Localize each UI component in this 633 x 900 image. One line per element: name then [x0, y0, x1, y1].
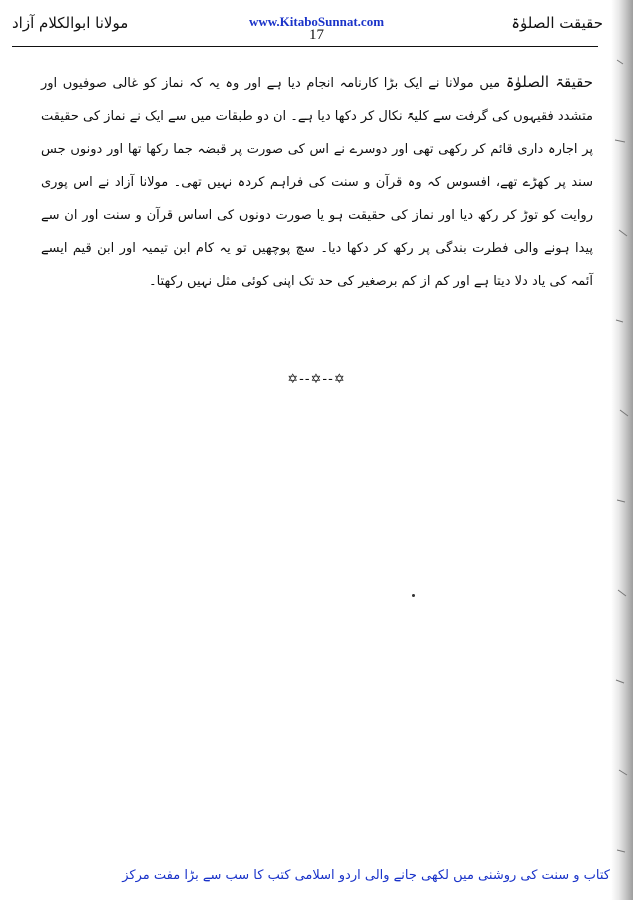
footer-banner: کتاب و سنت کی روشنی میں لکھی جانے والی اردو اسلامی کتب کا سب سے بڑا مفت مرکز — [122, 868, 610, 883]
header-author: مولانا ابوالکلام آزاد — [12, 14, 129, 32]
site-url-link[interactable]: www.KitaboSunnat.com — [248, 14, 385, 29]
page-number: 17 — [309, 27, 324, 43]
paragraph-text: میں مولانا نے ایک بڑا کارنامہ انجام دیا ہے اور وہ یہ کہ نماز کو غالی صوفیوں اور متشدد فقیہوں کی گرفت سے کلیۃً نکال کر دکھا دیا ہے۔ ان دو طبقات میں سے ایک نے نماز کی حقیقت پر اجارہ داری قائم کر رکھی تھی اور دوسرے نے اس کی صورت پر قبضہ جما رکھا تھا اور دونوں جس سند پر کھڑے تھے، افسوس کہ وہ قرآن و سنت کی فراہم کردہ نہیں تھی۔ مولانا آزاد نے اس پوری روایت کو توڑ کر رکھ دیا اور نماز کی حقیقت ہو یا صورت دونوں کی اساس قرآن و سنت اور ان سے پیدا ہونے والی فطرت بندگی پر رکھ کر دکھا دیا۔ سچ پوچھیں تو یہ کام ابن تیمیہ اور ابن قیم ایسے آئمہ کی یاد دلا دیتا ہے اور کم از کم برصغیر کی حد تک اپنی کوئی مثل نہیں رکھتا۔ — [41, 76, 593, 289]
header-divider — [12, 46, 598, 47]
header-book-title: حقیقت الصلوٰۃ — [511, 14, 603, 32]
section-end-ornament: ✡--✡--✡ — [287, 372, 346, 387]
paragraph-lead-term: حقیقۃ الصلوٰۃ — [505, 73, 594, 91]
page-edge-texture — [611, 0, 633, 900]
body-paragraph — [41, 66, 593, 298]
scan-speck — [412, 594, 415, 597]
